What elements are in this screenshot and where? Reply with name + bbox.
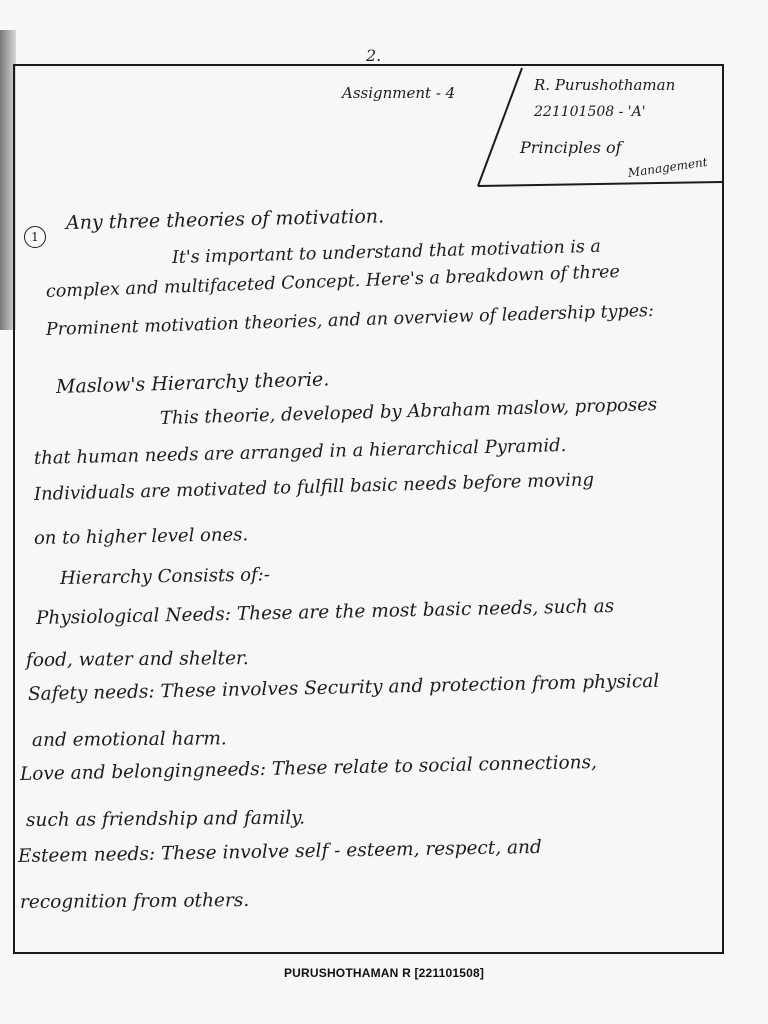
course-name-line2: Management bbox=[627, 154, 709, 180]
subheading-hierarchy: Hierarchy Consists of:- bbox=[59, 564, 271, 589]
answer-line: food, water and shelter. bbox=[25, 648, 249, 671]
answer-line: on to higher level ones. bbox=[33, 524, 249, 549]
answer-line: Love and belongingneeds: These relate to social connections, bbox=[19, 751, 598, 785]
student-name: R. Purushothaman bbox=[534, 76, 676, 94]
answer-line: and emotional harm. bbox=[31, 728, 227, 751]
course-name-line1: Principles of bbox=[520, 138, 622, 157]
answer-line: Physiological Needs: These are the most basic needs, such as bbox=[35, 595, 615, 629]
page-footer: PURUSHOTHAMAN R [221101508] bbox=[283, 966, 485, 980]
answer-line: Individuals are motivated to fulfill basic needs before moving bbox=[33, 469, 595, 505]
section-heading-maslow: Maslow's Hierarchy theorie. bbox=[55, 368, 330, 398]
answer-line: This theorie, developed by Abraham maslow, proposes bbox=[159, 394, 658, 429]
student-reg-no: 221101508 - 'A' bbox=[534, 104, 646, 120]
answer-line: that human needs are arranged in a hierarchical Pyramid. bbox=[33, 434, 567, 469]
answer-line: recognition from others. bbox=[19, 890, 250, 913]
answer-line: Prominent motivation theories, and an overview of leadership types: bbox=[45, 300, 655, 340]
answer-line: complex and multifaceted Concept. Here's a breakdown of three bbox=[45, 261, 621, 302]
question-heading: Any three theories of motivation. bbox=[65, 205, 385, 234]
answer-line: such as friendship and family. bbox=[25, 807, 306, 831]
answer-line: Esteem needs: These involve self - esteem, respect, and bbox=[17, 836, 542, 867]
answer-line: Safety needs: These involves Security and protection from physical bbox=[27, 670, 660, 705]
question-number-circle: 1 bbox=[24, 226, 46, 248]
assignment-title: Assignment - 4 bbox=[342, 84, 456, 102]
answer-line: It's important to understand that motivation is a bbox=[171, 236, 602, 268]
page-number-mark: 2. bbox=[366, 46, 382, 65]
